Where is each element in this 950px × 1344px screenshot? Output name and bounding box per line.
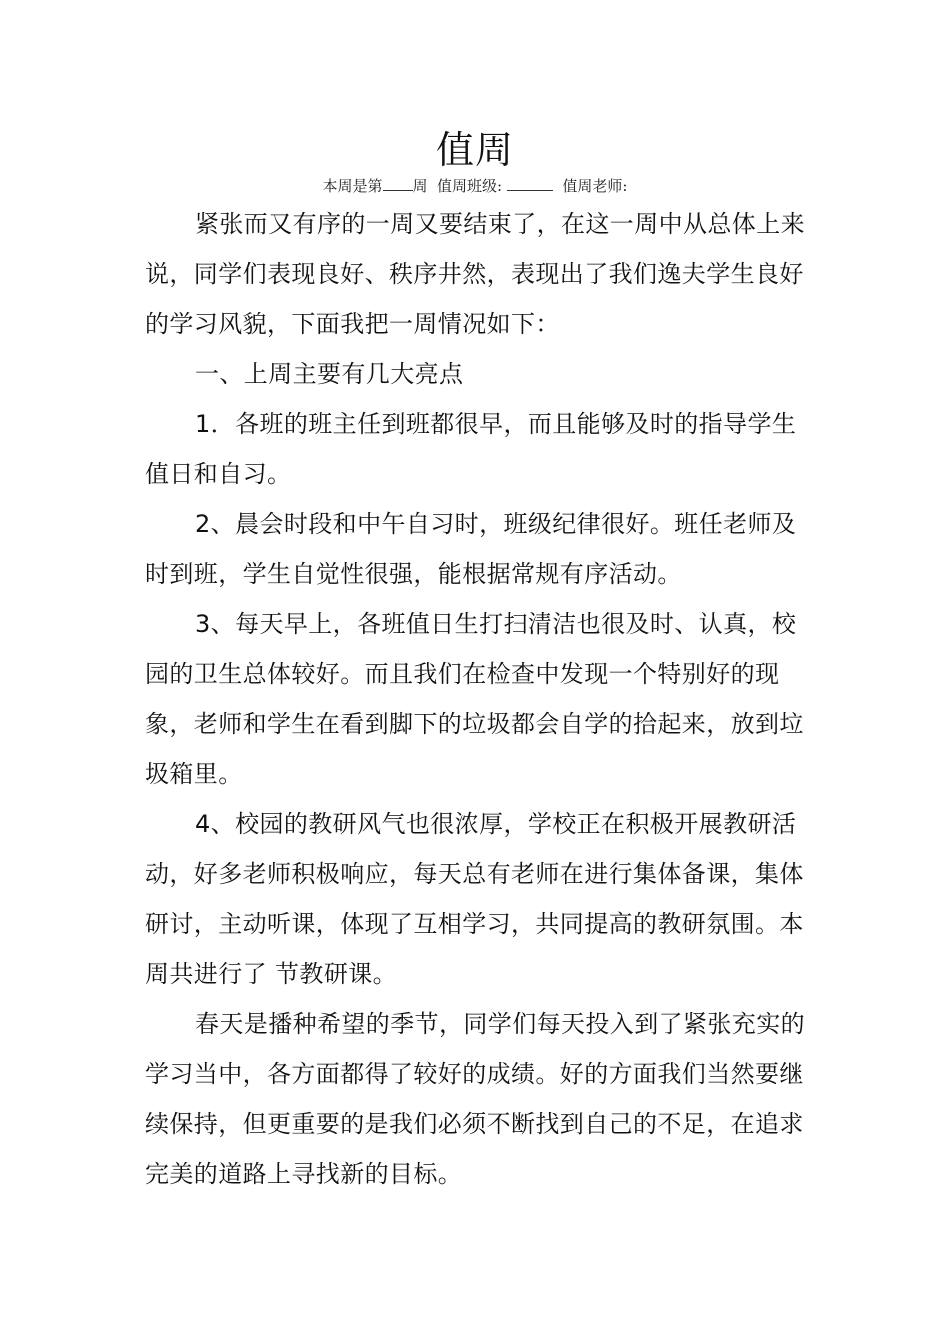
week-number-label: 本周是第	[322, 177, 383, 195]
highlight-item-2: 2、晨会时段和中午自习时，班级纪律很好。班任老师及时到班，学生自觉性很强，能根据常规有序活动。	[145, 510, 797, 588]
duty-info-line	[0, 175, 950, 197]
highlight-item-1: 1．各班的班主任到班都很早，而且能够及时的指导学生值日和自习。	[145, 410, 797, 488]
duty-class-blank	[507, 175, 553, 191]
duty-class-label: 周 值周班级:	[412, 177, 503, 195]
document-body	[145, 199, 805, 1199]
duty-teacher-label: 值周老师:	[552, 177, 628, 195]
section-heading: 一、上周主要有几大亮点	[195, 360, 464, 388]
page-title: 值周	[435, 128, 514, 172]
intro-paragraph: 紧张而又有序的一周又要结束了，在这一周中从总体上来说，同学们表现良好、秩序井然，表现出了我们逸夫学生良好的学习风貌，下面我把一周情况如下：	[145, 210, 805, 338]
highlight-item-3: 3、每天早上，各班值日生打扫清洁也很及时、认真，校园的卫生总体较好。而且我们在检查中发现一个特别好的现象，老师和学生在看到脚下的垃圾都会自学的拾起来，放到垃圾箱里。	[145, 610, 804, 788]
week-number-blank	[383, 175, 413, 191]
highlight-item-4: 4、校园的教研风气也很浓厚，学校正在积极开展教研活动，好多老师积极响应，每天总有老师在进行集体备课，集体研讨，主动听课，体现了互相学习，共同提高的教研氛围。本周共进行了 节教研课。	[145, 810, 804, 988]
closing-paragraph: 春天是播种希望的季节，同学们每天投入到了紧张充实的学习当中，各方面都得了较好的成绩。好的方面我们当然要继续保持，但更重要的是我们必须不断找到自己的不足，在追求完美的道路上寻找新的目标。	[145, 1010, 805, 1188]
